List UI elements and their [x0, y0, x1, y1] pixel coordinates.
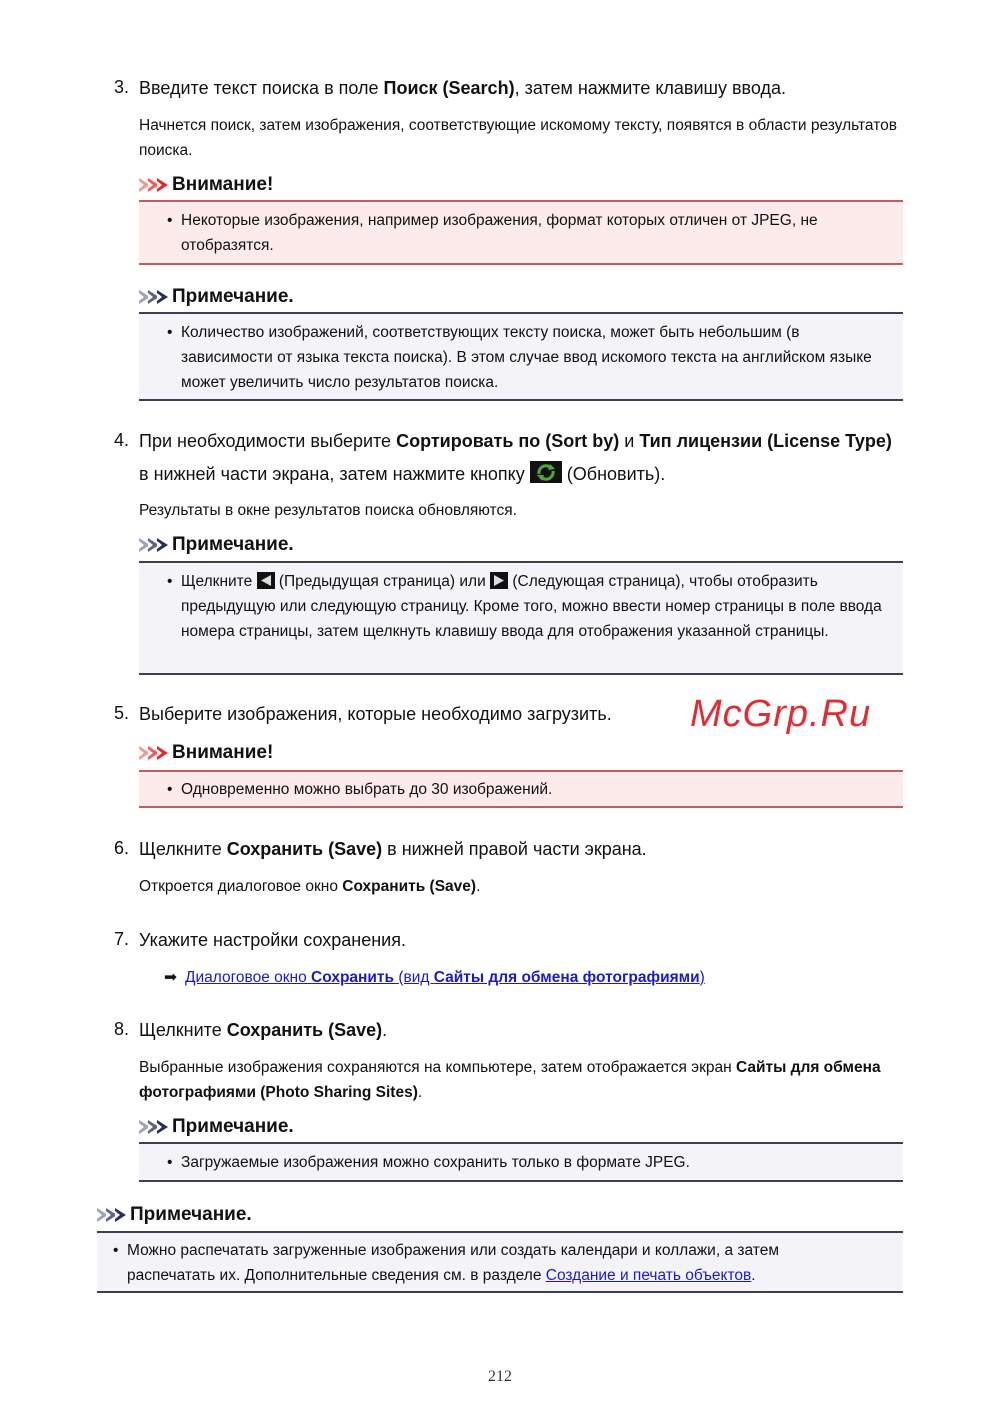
note-box: [139, 312, 903, 401]
text: Откроется диалоговое окно: [139, 878, 343, 895]
note-title: Примечание.: [130, 1204, 252, 1225]
note-title: Примечание.: [172, 1116, 294, 1137]
bullet-item: • Щелкните (Предыдущая страница) или (Следующая страница), чтобы отобразить предыдущую или следующую страницу. Кроме того, можно ввести номер страницы в поле ввода номера страницы, затем щелкнуть клавишу ввода для отображения указанной страницы.: [167, 573, 882, 640]
step-6-description: [139, 874, 899, 899]
note-header: [97, 1203, 252, 1227]
save-dialog-link[interactable]: [185, 969, 705, 986]
bullet-text: Одновременно можно выбрать до 30 изображений.: [181, 781, 553, 798]
step-number: 8.: [114, 1019, 130, 1039]
attention-chevrons-icon: [139, 746, 166, 760]
step-4-description: Результаты в окне результатов поиска обновляются.: [139, 502, 517, 519]
note-box: [139, 1142, 903, 1182]
refresh-icon: [530, 461, 562, 483]
previous-page-icon: [257, 572, 275, 589]
text: При необходимости выберите: [139, 431, 397, 451]
step-8-heading: [139, 1014, 899, 1047]
text: .: [751, 1267, 756, 1284]
arrow-right-icon: ➡: [164, 969, 177, 986]
bullet-item: • Загружаемые изображения можно сохранить только в формате JPEG.: [167, 1154, 690, 1171]
next-page-icon: [490, 572, 508, 589]
bullet-text: Количество изображений, соответствующих тексту поиска, может быть небольшим (в зависимости от языка текста поиска). В этом случае ввод искомого текста на английском языке может увеличить число результатов поиска.: [181, 324, 872, 391]
ui-term: Поиск (Search): [383, 78, 515, 98]
text: и: [619, 431, 640, 451]
bullet-item: • Количество изображений, соответствующих тексту поиска, может быть небольшим (в зависимости от языка текста поиска). В этом случае ввод искомого текста на английском языке может увеличить число результатов поиска.: [167, 324, 872, 391]
step-5-heading: Выберите изображения, которые необходимо загрузить.: [139, 704, 612, 724]
note-title: Примечание.: [172, 534, 294, 555]
text: Диалоговое окно: [185, 969, 312, 986]
text: .: [417, 1084, 423, 1101]
text: Щелкните: [139, 1020, 227, 1040]
step-3-description: Начнется поиск, затем изображения, соответствующие искомому тексту, появятся в области результатов поиска.: [139, 117, 897, 159]
ui-term: Сохранить (Save): [226, 1020, 383, 1040]
text: (Обновить).: [561, 464, 666, 484]
related-link-row: [164, 965, 924, 990]
step-number: 7.: [114, 929, 130, 949]
create-print-items-link[interactable]: Создание и печать объектов: [545, 1267, 752, 1284]
note-chevrons-icon: [139, 290, 166, 304]
note-chevrons-icon: [139, 1120, 166, 1134]
note-title: Примечание.: [172, 286, 294, 307]
step-7-heading: Укажите настройки сохранения.: [139, 930, 406, 950]
ui-term: Тип лицензии (License Type): [639, 431, 892, 451]
bullet-text: Некоторые изображения, например изображения, формат которых отличен от JPEG, не отобразятся.: [181, 212, 818, 254]
step-4-heading: [139, 425, 899, 491]
bullet-item: • Одновременно можно выбрать до 30 изображений.: [167, 781, 553, 798]
attention-box: [139, 200, 903, 265]
text: (вид: [394, 969, 434, 986]
text: , затем нажмите клавишу ввода.: [514, 78, 787, 98]
attention-header: [139, 741, 273, 765]
text: (Следующая страница), чтобы отобразить предыдущую или следующую страницу. Кроме того, можно ввести номер страницы в поле ввода номера страницы, затем щелкнуть клавишу ввода для отображения указанной страницы.: [181, 573, 882, 640]
note-header: [139, 1115, 294, 1139]
step-number: 5.: [114, 703, 130, 723]
text: Сохранить: [311, 969, 395, 986]
note-chevrons-icon: [139, 538, 166, 552]
ui-term: Сохранить (Save): [226, 839, 383, 859]
step-number: 6.: [114, 838, 130, 858]
bullet-text: Загружаемые изображения можно сохранить только в формате JPEG.: [181, 1154, 690, 1171]
ui-term: Сортировать по (Sort by): [396, 431, 620, 451]
text: .: [476, 878, 481, 895]
text: в нижней правой части экрана.: [382, 839, 647, 859]
bullet-item: • Можно распечатать загруженные изображения или создать календари и коллажи, а затем распечатать их. Дополнительные сведения см. в разделе Создание и печать объектов.: [113, 1242, 779, 1284]
step-number: 3.: [114, 77, 130, 97]
text: Щелкните: [139, 839, 227, 859]
note-box: [97, 1231, 903, 1293]
bullet-item: • Некоторые изображения, например изображения, формат которых отличен от JPEG, не отобразятся.: [167, 212, 818, 254]
page-number: 212: [488, 1368, 512, 1385]
text: Сайты для обмена фотографиями: [433, 969, 700, 986]
attention-title: Внимание!: [172, 742, 274, 763]
text: Выбранные изображения сохраняются на компьютере, затем отображается экран: [139, 1059, 736, 1076]
ui-term: Сохранить (Save): [342, 878, 477, 895]
step-number: 4.: [114, 430, 130, 450]
note-header: [139, 285, 294, 309]
step-8-description: [139, 1055, 899, 1105]
note-header: [139, 533, 294, 557]
note-chevrons-icon: [97, 1208, 124, 1222]
text: (Предыдущая страница) или: [274, 573, 491, 590]
text: Можно распечатать загруженные изображения или создать календари и коллажи, а затем распечатать их. Дополнительные сведения см. в разделе: [127, 1242, 779, 1284]
text: Щелкните: [181, 573, 257, 590]
ui-term: Сайты для обмена фотографиями (Photo Sharing Sites): [139, 1059, 881, 1101]
watermark: McGrp.Ru: [690, 693, 872, 735]
attention-chevrons-icon: [139, 178, 166, 192]
text: ): [699, 969, 705, 986]
step-6-heading: [139, 833, 899, 866]
step-3-heading: [139, 72, 899, 105]
text: .: [382, 1020, 388, 1040]
text: Введите текст поиска в поле: [139, 78, 384, 98]
text: в нижней части экрана, затем нажмите кнопку: [139, 464, 530, 484]
attention-header: [139, 173, 273, 197]
note-box: [139, 561, 903, 675]
attention-box: [139, 770, 903, 808]
attention-title: Внимание!: [172, 174, 274, 195]
